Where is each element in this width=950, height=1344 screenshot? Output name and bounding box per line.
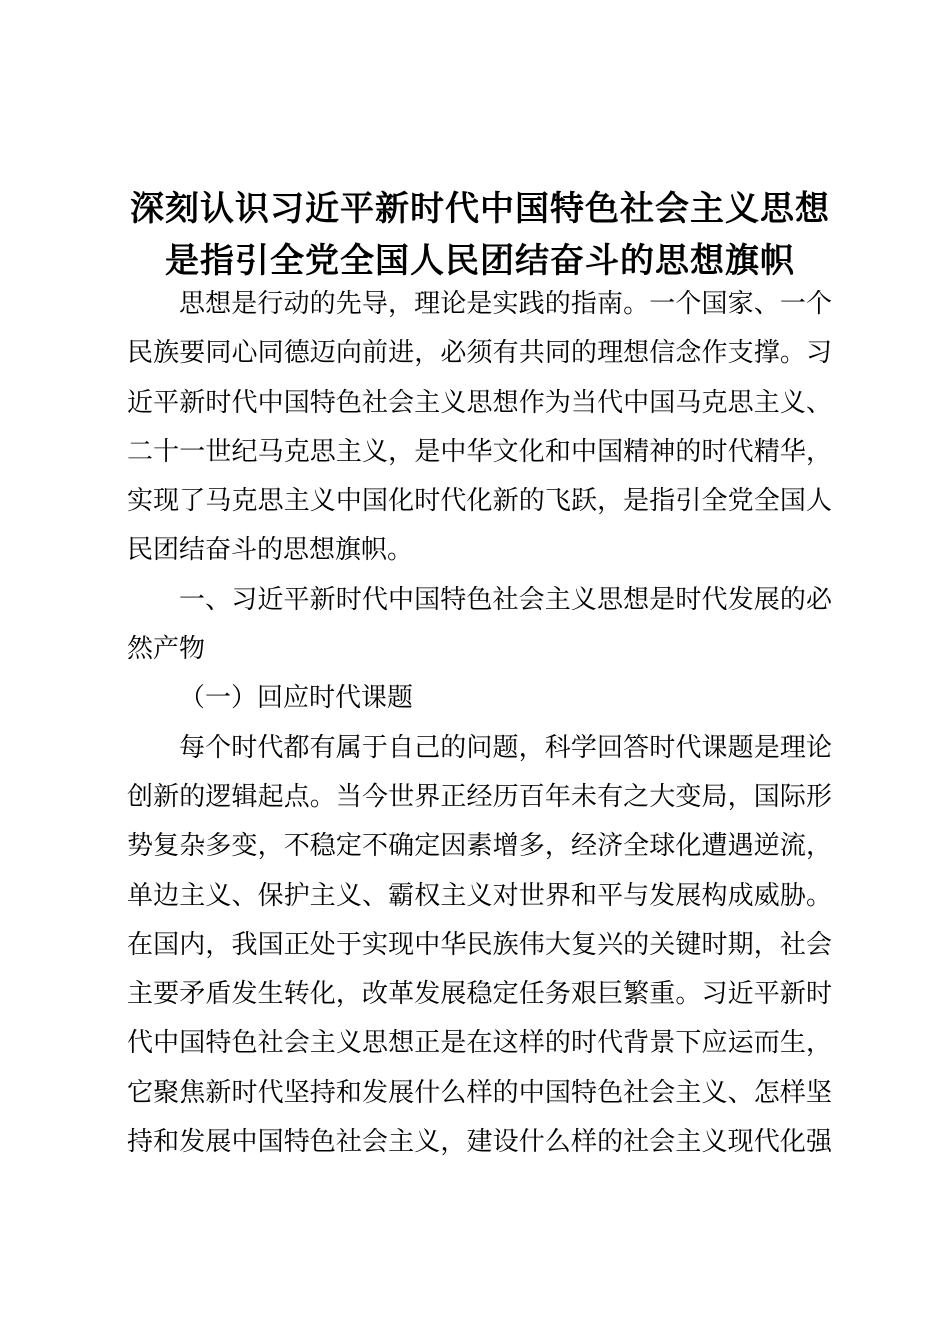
body-line: 在国内，我国正处于实现中华民族伟大复兴的关键时期，社会 bbox=[127, 929, 832, 960]
body-line: 实现了马克思主义中国化时代化新的飞跃，是指引全党全国人 bbox=[127, 486, 832, 517]
body-line: 创新的逻辑起点。当今世界正经历百年未有之大变局，国际形 bbox=[127, 781, 832, 812]
body-line: 主要矛盾发生转化，改革发展稳定任务艰巨繁重。习近平新时 bbox=[127, 979, 832, 1010]
title-line-2: 是指引全党全国人民团结奋斗的思想旗帜 bbox=[165, 241, 795, 281]
body-line: 每个时代都有属于自己的问题，科学回答时代课题是理论 bbox=[179, 732, 832, 763]
document-body bbox=[127, 280, 832, 1167]
body-line: 势复杂多变，不稳定不确定因素增多，经济全球化遭遇逆流， bbox=[127, 831, 832, 862]
body-line: 它聚焦新时代坚持和发展什么样的中国特色社会主义、怎样坚 bbox=[127, 1077, 832, 1108]
body-line: 代中国特色社会主义思想正是在这样的时代背景下应运而生， bbox=[127, 1028, 832, 1059]
body-line: 二十一世纪马克思主义，是中华文化和中国精神的时代精华， bbox=[127, 436, 832, 467]
section-heading-line: 一、习近平新时代中国特色社会主义思想是时代发展的必 bbox=[179, 584, 832, 615]
document-title bbox=[100, 183, 860, 287]
subsection-heading: （一）回应时代课题 bbox=[179, 683, 414, 714]
body-line: 持和发展中国特色社会主义，建设什么样的社会主义现代化强 bbox=[127, 1127, 832, 1158]
body-line: 民团结奋斗的思想旗帜。 bbox=[127, 535, 414, 566]
section-heading-line: 然产物 bbox=[127, 634, 206, 665]
title-line-1: 深刻认识习近平新时代中国特色社会主义思想 bbox=[130, 189, 830, 229]
body-line: 思想是行动的先导，理论是实践的指南。一个国家、一个 bbox=[179, 289, 832, 319]
body-line: 近平新时代中国特色社会主义思想作为当代中国马克思主义、 bbox=[127, 387, 832, 418]
body-line: 民族要同心同德迈向前进，必须有共同的理想信念作支撑。习 bbox=[127, 338, 832, 369]
body-line: 单边主义、保护主义、霸权主义对世界和平与发展构成威胁。 bbox=[127, 880, 832, 911]
